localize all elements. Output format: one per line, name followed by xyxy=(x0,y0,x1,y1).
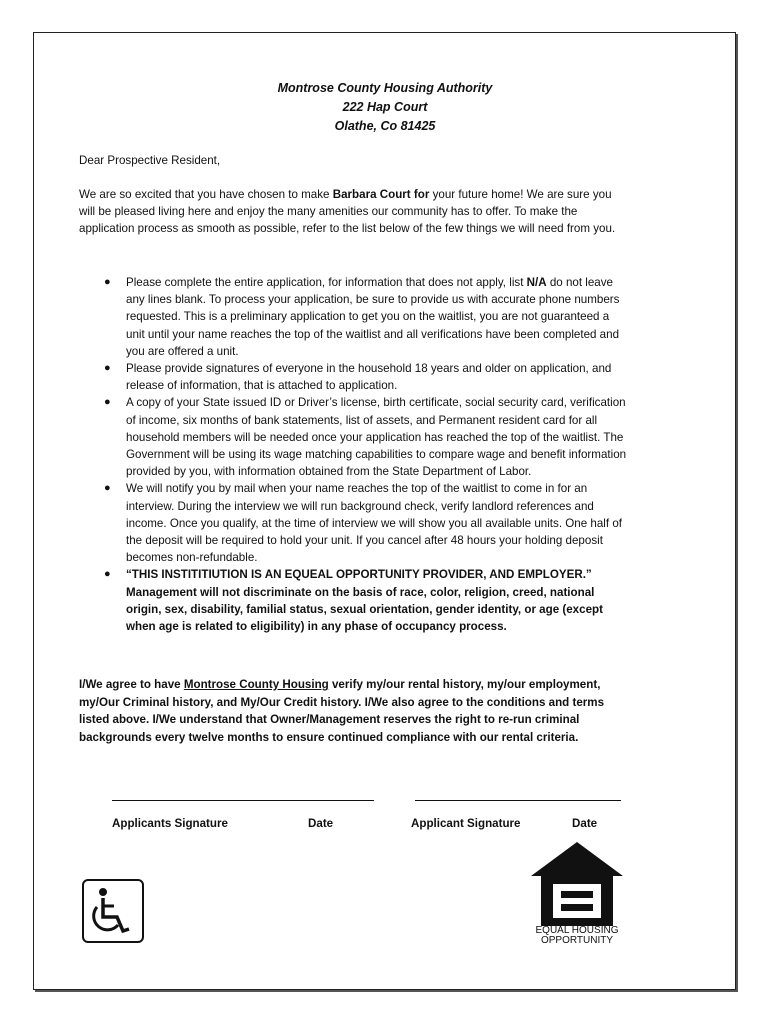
org-street: 222 Hap Court xyxy=(342,100,428,114)
bullet-icon: ● xyxy=(104,568,111,581)
wheelchair-icon xyxy=(82,879,144,943)
signature-line-right[interactable] xyxy=(415,800,621,801)
bullet-icon: ● xyxy=(104,396,111,409)
list-item: ● A copy of your State issued ID or Driver’s license, birth certificate, social security card, verification of income, six months of bank statements, list of assets, and Permanent resident card for all household members will be needed once your application has reached the top of the waitlist. The Government will be using its wage matching capabilities to compare wage and benefit information provided by you, with information obtained from the State Department of Labor. xyxy=(104,396,627,479)
org-name: Montrose County Housing Authority xyxy=(277,81,493,95)
org-city: Olathe, Co 81425 xyxy=(334,119,436,133)
property-name: Barbara Court for xyxy=(332,188,430,201)
na-emphasis: N/A xyxy=(526,276,547,289)
letterhead xyxy=(0,79,770,136)
agency-name: Montrose County Housing xyxy=(183,678,329,691)
intro-paragraph xyxy=(79,186,619,238)
greeting: Dear Prospective Resident, xyxy=(79,154,221,167)
intro-text-end: your future home! We are sure you will be pleased living here and enjoy the many amenities our community has to offer. To make the application process as smooth as possible, refer to the list below of the few things we will need from you. xyxy=(79,188,616,236)
list-item: ● “THIS INSTITITIUTION IS AN EQUEAL OPPORTUNITY PROVIDER, AND EMPLOYER.” Management will not discriminate on the basis of race, color, religion, creed, national origin, sex, disability, familial status, sexual orientation, gender identity, or age (except when age is related to eligibility) in any phase of occupancy process. xyxy=(104,568,603,634)
agreement-paragraph: I/We agree to have Montrose County Housing verify my/our rental history, my/our employment, my/Our Criminal history, and My/Our Credit history. I/We also agree to the conditions and terms listed above. I/We understand that Owner/Management reserves the right to re-run criminal backgrounds every twelve months to ensure continued compliance with our rental criteria. xyxy=(79,678,605,744)
equal-housing-logo-text: EQUAL HOUSING OPPORTUNITY xyxy=(535,925,619,946)
signature-line-left[interactable] xyxy=(112,800,374,801)
bullet-icon: ● xyxy=(104,276,111,288)
date-label-right: Date xyxy=(572,817,598,830)
date-label-left: Date xyxy=(308,817,334,830)
list-item: ● We will notify you by mail when your name reaches the top of the waitlist to come in for an interview. During the interview we will run background check, verify landlord references and income. Once you qualify, at the time of interview we will show you all available units. One half of the deposit will be required to hold your unit. If you cancel after 48 hours your holding deposit becomes non-refundable. xyxy=(104,482,622,565)
bullet-icon: ● xyxy=(104,482,111,495)
requirements-list xyxy=(79,274,627,635)
list-item: ● Please provide signatures of everyone in the household 18 years and older on application, and release of information, that is attached to application. xyxy=(104,362,612,393)
applicant-signature-label-2: Applicant Signature xyxy=(411,817,521,830)
intro-text-start: We are so excited that you have chosen to make xyxy=(79,188,333,201)
list-item: ● Please complete the entire application, for information that does not apply, list N/A do not leave any lines blank. To process your application, be sure to provide us with accurate phone numbers requested. This is a preliminary application to get you on the waitlist, you are not guaranteed a unit until your name reaches the top of the waitlist and all verifications have been completed and you are offered a unit. xyxy=(104,276,620,358)
bullet-icon: ● xyxy=(104,362,111,375)
applicant-signature-label: Applicants Signature xyxy=(112,817,228,830)
